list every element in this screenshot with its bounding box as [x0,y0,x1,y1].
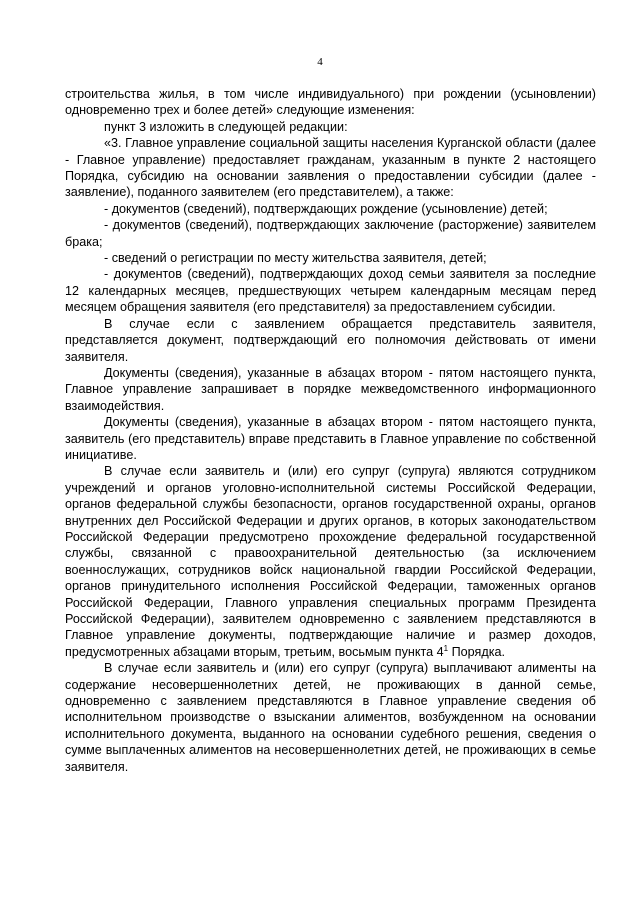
paragraph-own-initiative: Документы (сведения), указанные в абзацах втором - пятом настоящего пункта, заявитель (его представитель) вправе представить в Главное управление по собственной инициативе. [65,415,596,462]
paragraph-law-enforcement-employees [65,463,596,660]
list-item-income-documents: - документов (сведений), подтверждающих доход семьи заявителя за последние 12 календарных месяцев, предшествующих четырем календарным месяцам перед месяцем обращения заявителя (его представителя) за предоставлением субсидии. [65,267,596,315]
paragraph-clause-3: «3. Главное управление социальной защиты населения Курганской области (далее - Главное управление) предоставляет гражданам, указанным в пункте 2 настоящего Порядка, субсидию на основании заявления о предоставлении субсидии (далее - заявление), поданного заявителем (его представителем), а также: [65,136,596,200]
superscript-index: 1 [443,643,449,653]
document-body [65,86,596,775]
list-item-registration: - сведений о регистрации по месту жительства заявителя, детей; [104,251,487,266]
paragraph-alimony: В случае если заявитель и (или) его супруг (супруга) выплачивают алименты на содержание несовершеннолетних детей, не проживающих в данной семье, одновременно с заявлением представляются в Главное управление сведения об исполнительном производстве о взыскании алиментов, возбужденном на основании исполнительного документа, выданного на основании судебного решения, сведения о сумме выплаченных алиментов на несовершеннолетних детей, не проживающих в семье заявителя. [65,661,596,774]
paragraph-continuation: строительства жилья, в том числе индивидуального) при рождении (усыновлении) одновременно трех и более детей» следующие изменения: [65,87,596,118]
paragraph-text: В случае если заявитель и (или) его супруг (супруга) являются сотрудником учреждений и органов уголовно-исполнительной системы Российской Федерации, органов федеральной службы безопасности, органов государственной охраны, органов внутренних дел Российской Федерации и других органов, в которых законодательством Российской Федерации предусмотрено прохождение федеральной государственной службы, связанной с правоохранительной деятельностью (за исключением военнослужащих, сотрудников войск национальной гвардии Российской Федерации, органов принудительного исполнения Российской Федерации, таможенных органов Российской Федерации, Главного управления специальных программ Президента Российской Федерации), заявителем одновременно с заявлением представляются в Главное управление документы, подтверждающие наличие и размер доходов, предусмотренных абзацами вторым, третьим, восьмым пункта 4 [65,464,596,659]
list-item-marriage-documents: - документов (сведений), подтверждающих заключение (расторжение) заявителем брака; [65,218,596,249]
paragraph-tail: Порядка. [448,644,505,659]
paragraph-representative: В случае если с заявлением обращается представитель заявителя, представляется документ, подтверждающий его полномочия действовать от имени заявителя. [65,316,596,364]
paragraph-amendment-intro: пункт 3 изложить в следующей редакции: [104,119,348,134]
paragraph-interagency-request: Документы (сведения), указанные в абзацах втором - пятом настоящего пункта, Главное управление запрашивает в порядке межведомственного информационного взаимодействия. [65,365,596,413]
list-item-birth-documents: - документов (сведений), подтверждающих рождение (усыновление) детей; [104,201,548,216]
page-number: 4 [317,56,323,68]
